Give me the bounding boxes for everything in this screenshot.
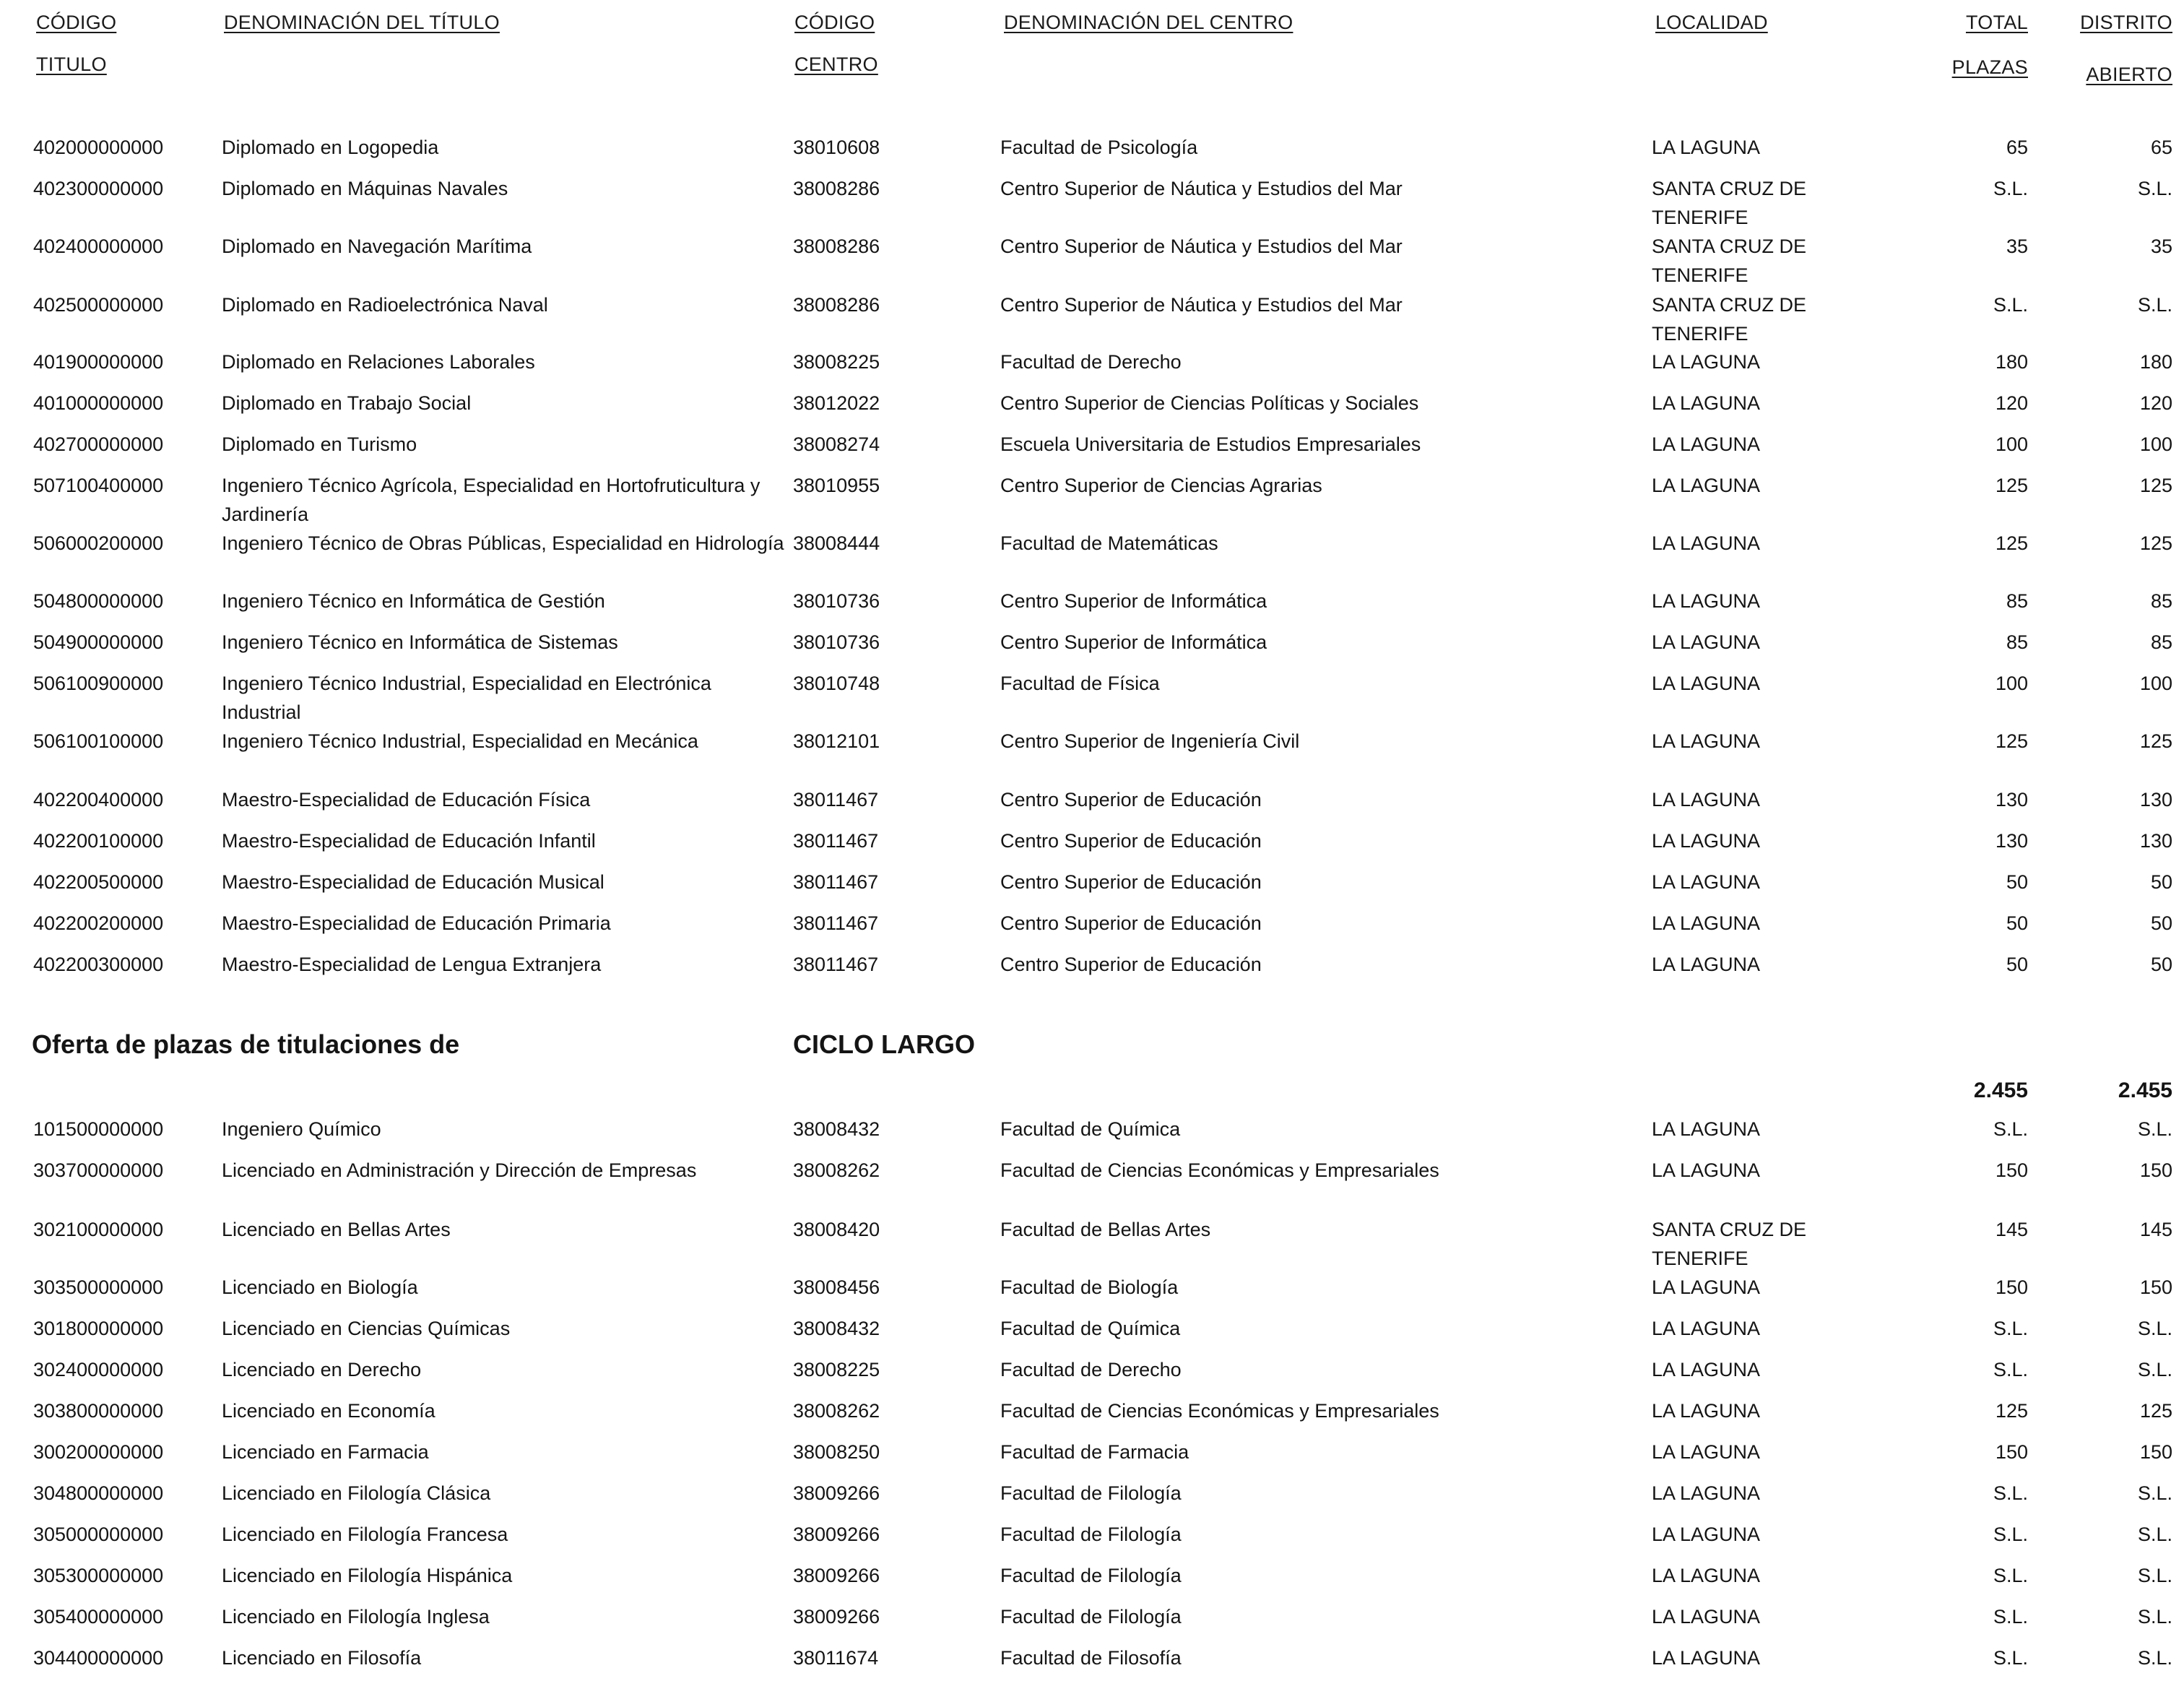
degree-code: 402200300000: [33, 954, 164, 975]
degree-code: 304400000000: [33, 1647, 164, 1669]
locality: LA LAGUNA: [1652, 1159, 1761, 1181]
degree-code: 507100400000: [33, 475, 164, 496]
center-code: 38010736: [793, 631, 880, 653]
center-name: Facultad de Psicología: [1000, 137, 1198, 158]
header-total-2: PLAZAS: [1951, 56, 2028, 78]
center-name: Facultad de Filología: [1000, 1606, 1182, 1628]
center-name: Facultad de Biología: [1000, 1276, 1179, 1298]
center-name: Facultad de Física: [1000, 673, 1160, 694]
center-code: 38008274: [793, 433, 880, 455]
degree-title: Licenciado en Filología Francesa: [222, 1524, 508, 1545]
header-district-2: ABIERTO: [2086, 64, 2172, 85]
center-name: Centro Superior de Educación: [1000, 789, 1262, 811]
center-code: 38008420: [793, 1219, 880, 1240]
center-name: Facultad de Filosofía: [1000, 1647, 1182, 1669]
center-code: 38010748: [793, 673, 880, 694]
degree-title: Licenciado en Filología Clásica: [222, 1482, 491, 1504]
section-cycle-type: CICLO LARGO: [793, 1029, 975, 1059]
open-district-seats: 130: [2139, 830, 2172, 852]
open-district-seats: 85: [2150, 590, 2172, 612]
open-district-seats: S.L.: [2137, 178, 2172, 199]
open-district-seats: S.L.: [2137, 1606, 2172, 1628]
center-code: 38008286: [793, 294, 880, 316]
header-district: DISTRITO: [2080, 12, 2172, 33]
center-code: 38008432: [793, 1118, 880, 1140]
total-seats: S.L.: [1993, 1318, 2028, 1339]
center-code: 38010955: [793, 475, 880, 496]
degree-code: 304800000000: [33, 1482, 164, 1504]
locality: LA LAGUNA: [1652, 1400, 1761, 1422]
total-seats: 150: [1995, 1441, 2028, 1463]
locality: SANTA CRUZ DE TENERIFE: [1652, 178, 1807, 228]
degree-code: 402200500000: [33, 871, 164, 893]
total-seats: 130: [1995, 789, 2028, 811]
degree-title: Maestro-Especialidad de Educación Musical: [222, 871, 604, 893]
locality: LA LAGUNA: [1652, 1647, 1761, 1669]
center-name: Centro Superior de Educación: [1000, 954, 1262, 975]
locality: SANTA CRUZ DE TENERIFE: [1652, 294, 1807, 345]
open-district-seats: S.L.: [2137, 1565, 2172, 1586]
locality: LA LAGUNA: [1652, 1276, 1761, 1298]
total-seats: 100: [1995, 433, 2028, 455]
center-code: 38008432: [793, 1318, 880, 1339]
degree-title: Ingeniero Técnico Industrial, Especialidad en Electrónica Industrial: [222, 673, 711, 723]
degree-code: 401900000000: [33, 351, 164, 373]
total-seats: S.L.: [1993, 1118, 2028, 1140]
center-name: Centro Superior de Educación: [1000, 830, 1262, 852]
degree-title: Ingeniero Técnico de Obras Públicas, Especialidad en Hidrología: [222, 532, 784, 554]
degree-title: Diplomado en Máquinas Navales: [222, 178, 508, 199]
degree-code: 303500000000: [33, 1276, 164, 1298]
locality: LA LAGUNA: [1652, 631, 1761, 653]
center-code: 38008444: [793, 532, 880, 554]
open-district-seats: S.L.: [2137, 294, 2172, 316]
center-code: 38009266: [793, 1482, 880, 1504]
degree-title: Ingeniero Técnico en Informática de Gestión: [222, 590, 605, 612]
total-seats: 125: [1995, 730, 2028, 752]
open-district-seats: S.L.: [2137, 1647, 2172, 1669]
degree-title: Licenciado en Filosofía: [222, 1647, 422, 1669]
center-code: 38009266: [793, 1524, 880, 1545]
locality: LA LAGUNA: [1652, 1482, 1761, 1504]
degree-code: 504800000000: [33, 590, 164, 612]
center-code: 38009266: [793, 1565, 880, 1586]
center-name: Facultad de Matemáticas: [1000, 532, 1218, 554]
open-district-seats: 125: [2139, 730, 2172, 752]
total-seats: 125: [1995, 532, 2028, 554]
total-seats-sum: 2.455: [1973, 1079, 2028, 1102]
center-name: Facultad de Farmacia: [1000, 1441, 1190, 1463]
degree-code: 302100000000: [33, 1219, 164, 1240]
total-seats: S.L.: [1993, 1482, 2028, 1504]
degree-code: 506000200000: [33, 532, 164, 554]
total-seats: 50: [2006, 912, 2028, 934]
total-seats: 145: [1995, 1219, 2028, 1240]
center-name: Facultad de Ciencias Económicas y Empresariales: [1000, 1159, 1439, 1181]
center-code: 38011467: [793, 789, 879, 811]
total-seats: S.L.: [1993, 1565, 2028, 1586]
open-district-seats: 130: [2139, 789, 2172, 811]
degree-title: Licenciado en Ciencias Químicas: [222, 1318, 511, 1339]
total-seats: S.L.: [1993, 1359, 2028, 1380]
open-district-seats: 150: [2139, 1276, 2172, 1298]
total-seats: S.L.: [1993, 178, 2028, 199]
degree-code: 302400000000: [33, 1359, 164, 1380]
locality: LA LAGUNA: [1652, 590, 1761, 612]
center-code: 38008456: [793, 1276, 880, 1298]
locality: LA LAGUNA: [1652, 1441, 1761, 1463]
open-district-seats: 145: [2139, 1219, 2172, 1240]
locality: LA LAGUNA: [1652, 532, 1761, 554]
open-district-seats: 125: [2139, 1400, 2172, 1422]
open-district-seats: 100: [2139, 433, 2172, 455]
center-code: 38011467: [793, 871, 879, 893]
center-name: Facultad de Filología: [1000, 1565, 1182, 1586]
degree-title: Maestro-Especialidad de Educación Infantil: [222, 830, 596, 852]
header-center-name: DENOMINACIÓN DEL CENTRO: [1004, 12, 1294, 33]
locality: LA LAGUNA: [1652, 673, 1761, 694]
header-locality: LOCALIDAD: [1655, 12, 1768, 33]
center-name: Facultad de Derecho: [1000, 351, 1182, 373]
open-district-seats: 180: [2139, 351, 2172, 373]
degree-title: Licenciado en Biología: [222, 1276, 418, 1298]
degree-code: 402000000000: [33, 137, 164, 158]
total-seats: S.L.: [1993, 1647, 2028, 1669]
center-name: Escuela Universitaria de Estudios Empresariales: [1000, 433, 1421, 455]
center-name: Centro Superior de Informática: [1000, 590, 1268, 612]
open-district-seats: 65: [2150, 137, 2172, 158]
locality: SANTA CRUZ DE TENERIFE: [1652, 235, 1807, 286]
degree-title: Licenciado en Bellas Artes: [222, 1219, 451, 1240]
degree-code: 402500000000: [33, 294, 164, 316]
total-seats: 150: [1995, 1159, 2028, 1181]
total-seats: 85: [2006, 631, 2028, 653]
total-seats: 130: [1995, 830, 2028, 852]
locality: LA LAGUNA: [1652, 137, 1761, 158]
total-seats: 120: [1995, 392, 2028, 414]
open-district-seats: 50: [2150, 954, 2172, 975]
degree-title: Ingeniero Técnico en Informática de Sistemas: [222, 631, 618, 653]
total-seats: 35: [2006, 235, 2028, 257]
center-name: Centro Superior de Ingeniería Civil: [1000, 730, 1300, 752]
center-code: 38008250: [793, 1441, 880, 1463]
locality: LA LAGUNA: [1652, 392, 1761, 414]
degree-code: 402200400000: [33, 789, 164, 811]
total-seats: 125: [1995, 475, 2028, 496]
locality: LA LAGUNA: [1652, 433, 1761, 455]
locality: LA LAGUNA: [1652, 475, 1761, 496]
degree-title: Ingeniero Técnico Agrícola, Especialidad en Hortofruticultura y Jardinería: [222, 475, 760, 525]
locality: SANTA CRUZ DE TENERIFE: [1652, 1219, 1807, 1269]
center-code: 38011467: [793, 912, 879, 934]
open-district-seats: S.L.: [2137, 1318, 2172, 1339]
section-title: Oferta de plazas de titulaciones de: [32, 1029, 460, 1059]
open-district-seats: 50: [2150, 912, 2172, 934]
degree-title: Licenciado en Economía: [222, 1400, 436, 1422]
center-name: Centro Superior de Educación: [1000, 871, 1262, 893]
header-title-name: DENOMINACIÓN DEL TÍTULO: [224, 12, 500, 33]
open-district-seats: 35: [2150, 235, 2172, 257]
center-name: Centro Superior de Ciencias Agrarias: [1000, 475, 1322, 496]
open-district-seats-sum: 2.455: [2118, 1079, 2172, 1102]
header-total: TOTAL: [1965, 12, 2028, 33]
open-district-seats: 120: [2139, 392, 2172, 414]
total-seats: 125: [1995, 1400, 2028, 1422]
locality: LA LAGUNA: [1652, 351, 1761, 373]
center-name: Facultad de Química: [1000, 1118, 1181, 1140]
center-name: Centro Superior de Educación: [1000, 912, 1262, 934]
center-name: Centro Superior de Ciencias Políticas y Sociales: [1000, 392, 1419, 414]
degree-title: Licenciado en Derecho: [222, 1359, 422, 1380]
center-code: 38010736: [793, 590, 880, 612]
center-code: 38012022: [793, 392, 880, 414]
locality: LA LAGUNA: [1652, 1565, 1761, 1586]
center-code: 38008225: [793, 351, 880, 373]
center-name: Centro Superior de Náutica y Estudios del Mar: [1000, 235, 1403, 257]
degree-code: 402200100000: [33, 830, 164, 852]
total-seats: 180: [1995, 351, 2028, 373]
header-center-code: CÓDIGO: [794, 12, 875, 33]
locality: LA LAGUNA: [1652, 1524, 1761, 1545]
degree-code: 402400000000: [33, 235, 164, 257]
degree-title: Maestro-Especialidad de Educación Física: [222, 789, 591, 811]
degree-title: Licenciado en Filología Inglesa: [222, 1606, 490, 1628]
degree-code: 402700000000: [33, 433, 164, 455]
locality: LA LAGUNA: [1652, 871, 1761, 893]
total-seats: 100: [1995, 673, 2028, 694]
degree-code: 300200000000: [33, 1441, 164, 1463]
center-name: Facultad de Ciencias Económicas y Empresariales: [1000, 1400, 1439, 1422]
degree-title: Diplomado en Turismo: [222, 433, 417, 455]
open-district-seats: 150: [2139, 1441, 2172, 1463]
total-seats: 50: [2006, 954, 2028, 975]
degree-title: Maestro-Especialidad de Educación Primaria: [222, 912, 611, 934]
open-district-seats: 100: [2139, 673, 2172, 694]
center-name: Centro Superior de Náutica y Estudios del Mar: [1000, 294, 1403, 316]
center-name: Facultad de Química: [1000, 1318, 1181, 1339]
locality: LA LAGUNA: [1652, 1118, 1761, 1140]
degree-code: 305400000000: [33, 1606, 164, 1628]
center-code: 38008225: [793, 1359, 880, 1380]
center-name: Facultad de Bellas Artes: [1000, 1219, 1211, 1240]
center-name: Facultad de Derecho: [1000, 1359, 1182, 1380]
open-district-seats: S.L.: [2137, 1118, 2172, 1140]
degree-code: 504900000000: [33, 631, 164, 653]
center-code: 38011674: [793, 1647, 879, 1669]
total-seats: S.L.: [1993, 294, 2028, 316]
header-code-title: CÓDIGO: [36, 12, 117, 33]
degree-title: Licenciado en Farmacia: [222, 1441, 429, 1463]
degree-code: 305000000000: [33, 1524, 164, 1545]
locality: LA LAGUNA: [1652, 1359, 1761, 1380]
center-code: 38011467: [793, 830, 879, 852]
degree-code: 402200200000: [33, 912, 164, 934]
center-code: 38009266: [793, 1606, 880, 1628]
degree-code: 305300000000: [33, 1565, 164, 1586]
total-seats: 50: [2006, 871, 2028, 893]
locality: LA LAGUNA: [1652, 912, 1761, 934]
total-seats: S.L.: [1993, 1524, 2028, 1545]
degree-code: 506100100000: [33, 730, 164, 752]
degree-title: Diplomado en Radioelectrónica Naval: [222, 294, 548, 316]
center-code: 38008286: [793, 178, 880, 199]
degree-title: Maestro-Especialidad de Lengua Extranjera: [222, 954, 602, 975]
degree-title: Ingeniero Químico: [222, 1118, 381, 1140]
header-center-code-2: CENTRO: [794, 53, 878, 75]
degree-title: Licenciado en Filología Hispánica: [222, 1565, 513, 1586]
open-district-seats: 85: [2150, 631, 2172, 653]
center-code: 38008262: [793, 1159, 880, 1181]
center-code: 38008286: [793, 235, 880, 257]
center-code: 38008262: [793, 1400, 880, 1422]
open-district-seats: S.L.: [2137, 1524, 2172, 1545]
total-seats: 150: [1995, 1276, 2028, 1298]
center-name: Centro Superior de Informática: [1000, 631, 1268, 653]
center-name: Facultad de Filología: [1000, 1524, 1182, 1545]
total-seats: S.L.: [1993, 1606, 2028, 1628]
degree-title: Diplomado en Trabajo Social: [222, 392, 472, 414]
degree-code: 303700000000: [33, 1159, 164, 1181]
degree-code: 303800000000: [33, 1400, 164, 1422]
center-name: Centro Superior de Náutica y Estudios del Mar: [1000, 178, 1403, 199]
open-district-seats: 125: [2139, 532, 2172, 554]
degree-code: 401000000000: [33, 392, 164, 414]
degree-title: Licenciado en Administración y Dirección de Empresas: [222, 1159, 697, 1181]
header-code-title-2: TITULO: [36, 53, 107, 75]
degree-code: 506100900000: [33, 673, 164, 694]
locality: LA LAGUNA: [1652, 954, 1761, 975]
locality: LA LAGUNA: [1652, 789, 1761, 811]
degree-title: Diplomado en Logopedia: [222, 137, 439, 158]
center-code: 38012101: [793, 730, 880, 752]
degree-title: Ingeniero Técnico Industrial, Especialidad en Mecánica: [222, 730, 698, 752]
degree-code: 101500000000: [33, 1118, 164, 1140]
degree-code: 402300000000: [33, 178, 164, 199]
degree-title: Diplomado en Navegación Marítima: [222, 235, 532, 257]
locality: LA LAGUNA: [1652, 1606, 1761, 1628]
open-district-seats: 50: [2150, 871, 2172, 893]
center-code: 38011467: [793, 954, 879, 975]
open-district-seats: 125: [2139, 475, 2172, 496]
degree-code: 301800000000: [33, 1318, 164, 1339]
total-seats: 65: [2006, 137, 2028, 158]
open-district-seats: S.L.: [2137, 1482, 2172, 1504]
center-name: Facultad de Filología: [1000, 1482, 1182, 1504]
locality: LA LAGUNA: [1652, 1318, 1761, 1339]
locality: LA LAGUNA: [1652, 730, 1761, 752]
center-code: 38010608: [793, 137, 880, 158]
locality: LA LAGUNA: [1652, 830, 1761, 852]
open-district-seats: S.L.: [2137, 1359, 2172, 1380]
open-district-seats: 150: [2139, 1159, 2172, 1181]
total-seats: 85: [2006, 590, 2028, 612]
degree-title: Diplomado en Relaciones Laborales: [222, 351, 535, 373]
